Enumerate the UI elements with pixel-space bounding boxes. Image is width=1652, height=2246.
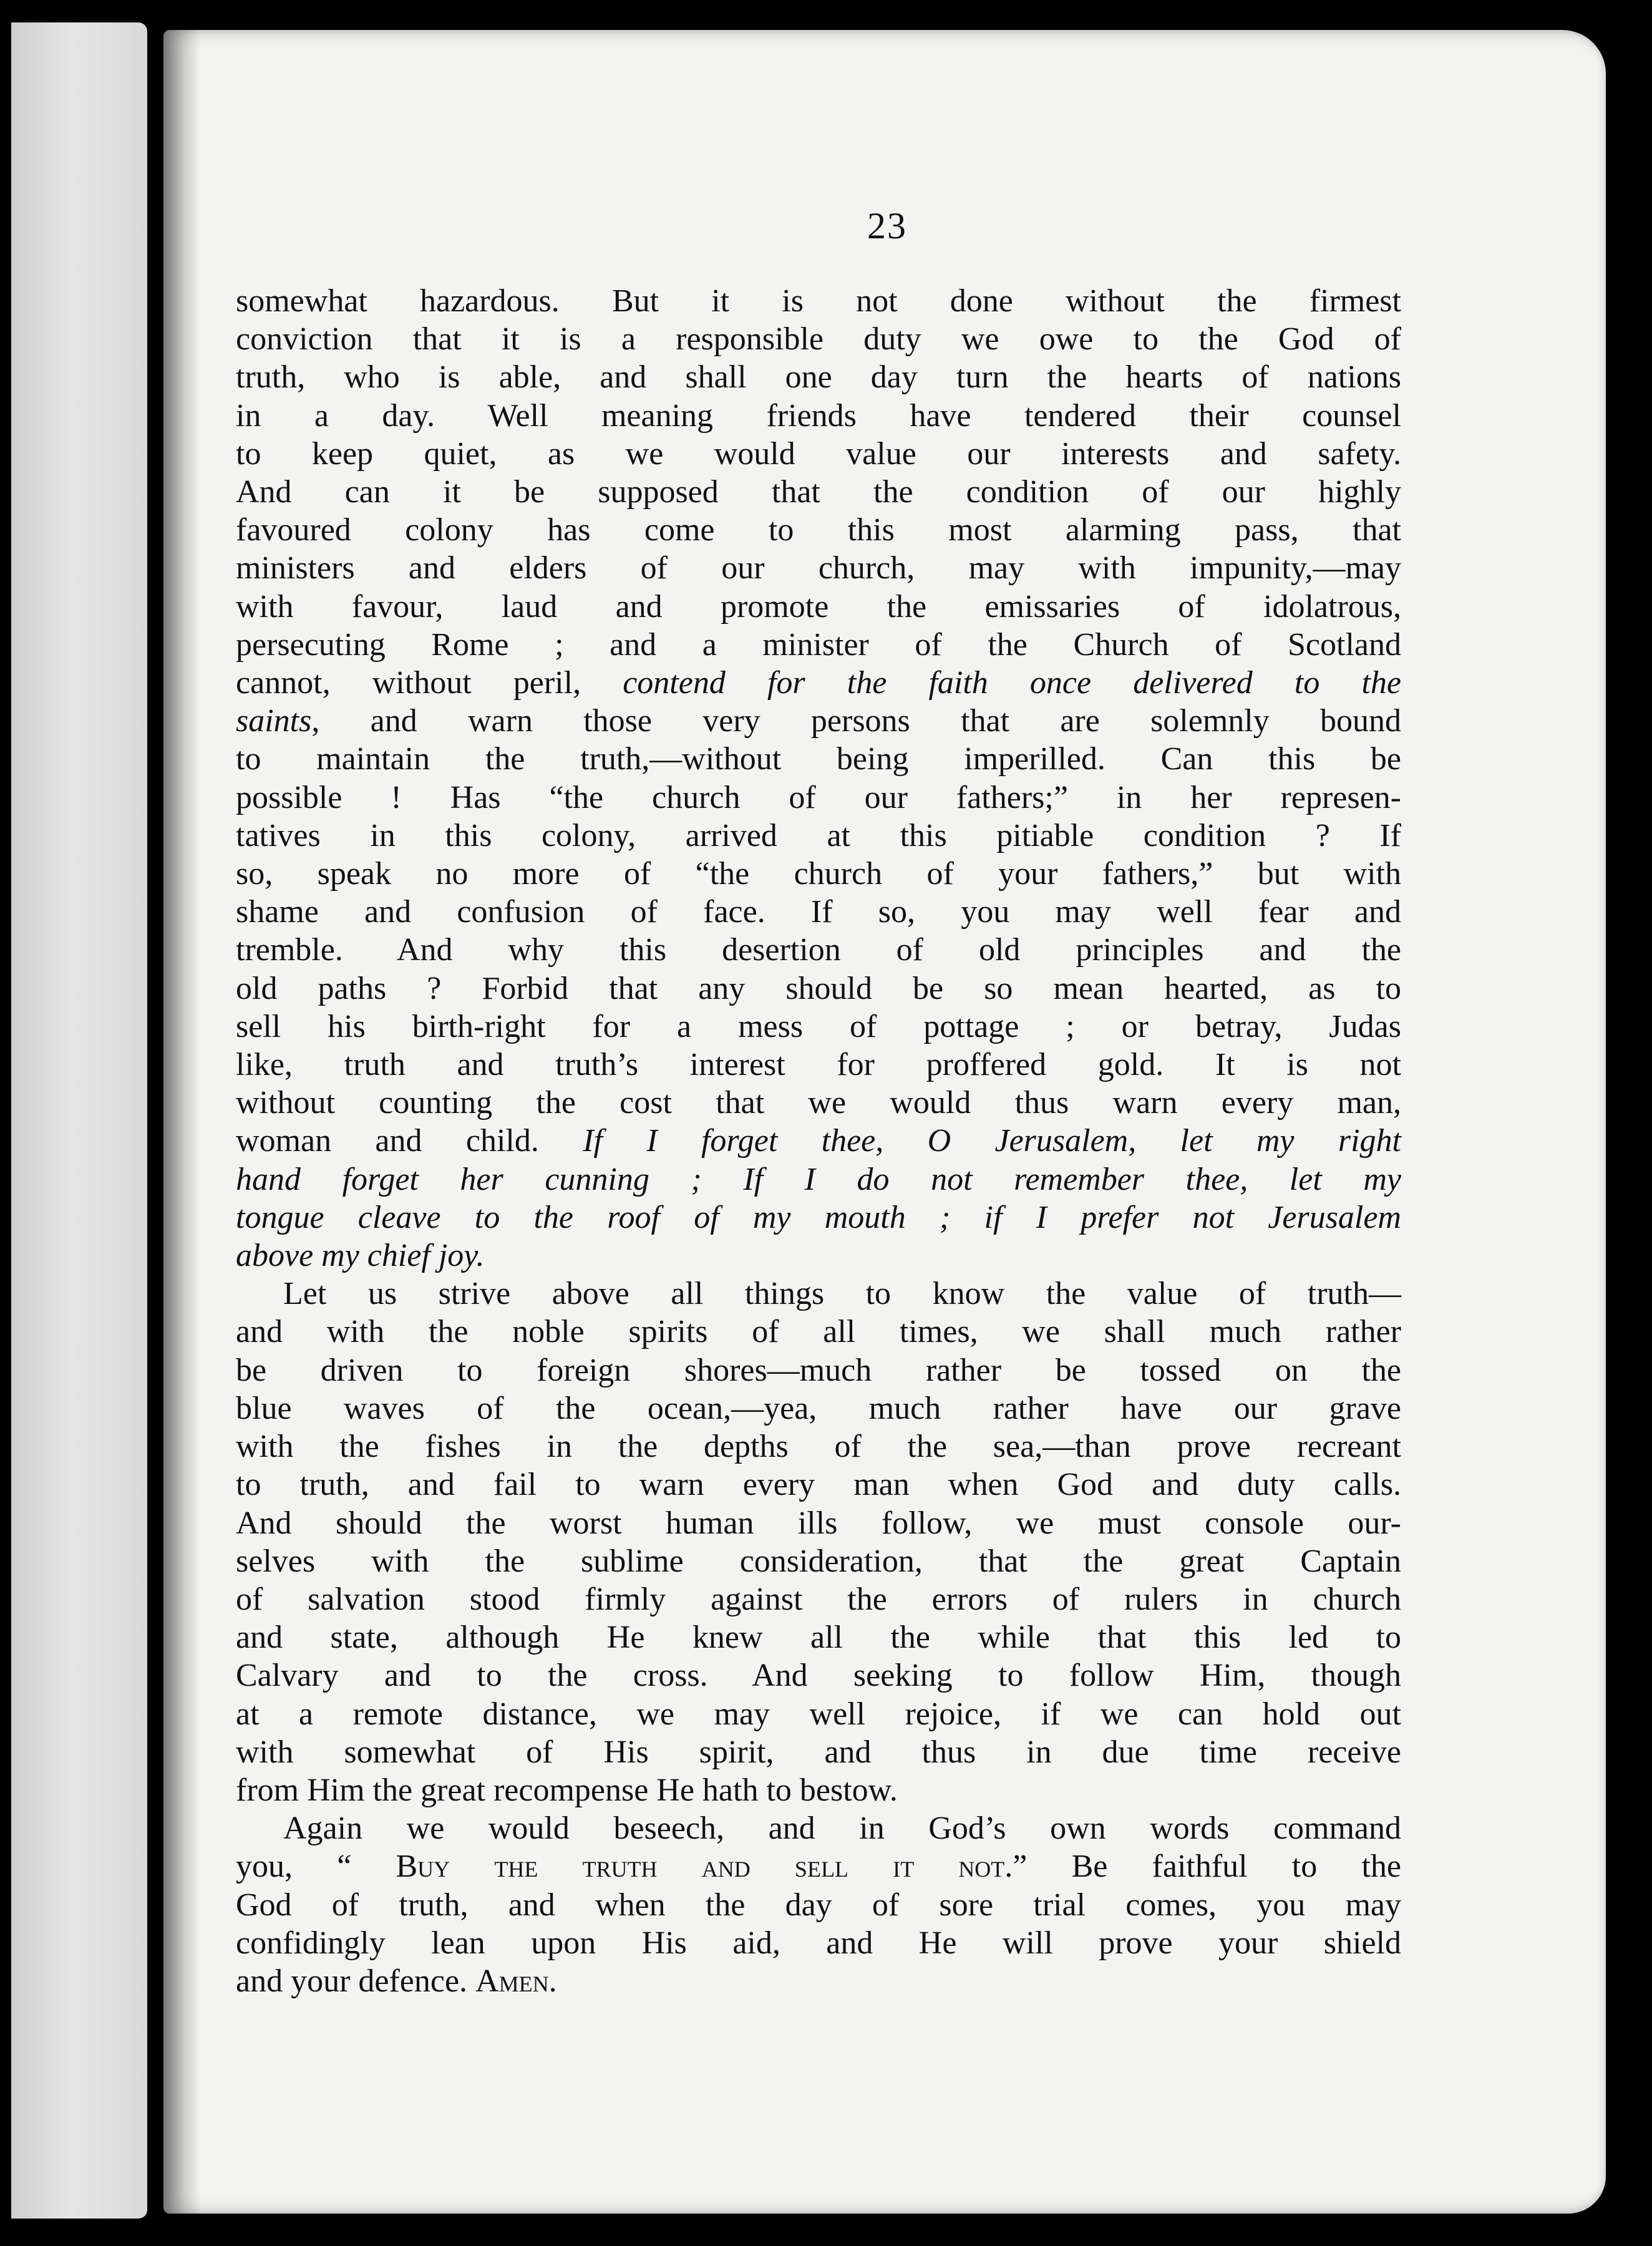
text-run: to keep quiet, as we would value our interests and safety. (236, 435, 1401, 472)
text-line (236, 1695, 1401, 1733)
text-run: and your defence. (236, 1963, 476, 1999)
text-line (236, 1847, 1401, 1885)
text-run: Again we would beseech, and in God’s own words command (283, 1811, 1401, 1847)
text-line (236, 1542, 1401, 1580)
text-line (236, 473, 1401, 511)
text-line (236, 1160, 1401, 1198)
text-line (236, 1771, 1401, 1809)
text-line (236, 855, 1401, 893)
text-run: tremble. And why this desertion of old principles and the (236, 932, 1401, 968)
text-run: Calvary and to the cross. And seeking to follow Him, though (236, 1658, 1401, 1694)
text-line (236, 1924, 1401, 1962)
text-run: And can it be supposed that the condition of our highly (236, 474, 1401, 510)
text-line (236, 1084, 1401, 1122)
text-run: ” Be faithful to the (1013, 1849, 1401, 1885)
text-run: favoured colony has come to this most alarming pass, that (236, 512, 1401, 548)
text-line (236, 893, 1401, 931)
text-line (236, 282, 1401, 320)
text-line (236, 1427, 1401, 1466)
text-run: in a day. Well meaning friends have tendered their counsel (236, 397, 1401, 434)
text-line (236, 435, 1401, 473)
text-line (236, 1275, 1401, 1313)
text-run: so, speak no more of “the church of your fathers,” but with (236, 856, 1401, 892)
text-run: shame and confusion of face. If so, you may well fear and (236, 894, 1401, 930)
text-line (236, 358, 1401, 396)
text-line (236, 1886, 1401, 1924)
text-line (236, 740, 1401, 778)
text-run: with somewhat of His spirit, and thus in due time receive (236, 1734, 1401, 1770)
text-line (236, 511, 1401, 549)
text-line (236, 664, 1401, 702)
italic-text: hand forget her cunning ; If I do not remember thee, let my (236, 1161, 1401, 1197)
text-line (236, 320, 1401, 358)
text-line (236, 1351, 1401, 1389)
text-line (236, 1809, 1401, 1847)
text-line (236, 702, 1401, 740)
smallcaps-text: Buy the truth and sell it not. (396, 1849, 1013, 1885)
text-line (236, 1389, 1401, 1427)
page-number: 23 (867, 205, 907, 246)
paragraph (236, 1275, 1401, 1809)
body-text (236, 282, 1401, 2000)
text-line (236, 1046, 1401, 1084)
text-run: with favour, laud and promote the emissaries of idolatrous, (236, 588, 1401, 625)
text-run: be driven to foreign shores—much rather be tossed on the (236, 1352, 1401, 1388)
text-run: woman and child. (236, 1123, 583, 1159)
text-line (236, 397, 1401, 435)
text-line (236, 626, 1401, 664)
text-line (236, 1198, 1401, 1237)
text-run: Let us strive above all things to know the value of truth— (283, 1276, 1401, 1312)
text-line (236, 1237, 1401, 1275)
text-run: of salvation stood firmly against the errors of rulers in church (236, 1581, 1401, 1617)
text-run: confidingly lean upon His aid, and He will prove your shield (236, 1925, 1401, 1961)
text-run: at a remote distance, we may well rejoice, if we can hold out (236, 1696, 1401, 1732)
italic-text: contend for the faith once delivered to the (623, 665, 1401, 701)
text-run: God of truth, and when the day of sore trial comes, you may (236, 1887, 1401, 1923)
italic-text: If I forget thee, O Jerusalem, let my right (583, 1123, 1401, 1159)
text-line (236, 817, 1401, 855)
text-run: and state, although He knew all the while that this led to (236, 1620, 1401, 1656)
text-line (236, 931, 1401, 969)
text-run: with the fishes in the depths of the sea,—than prove recreant (236, 1429, 1401, 1465)
text-line (236, 1618, 1401, 1656)
text-line (236, 1313, 1401, 1351)
facing-page-edge (11, 22, 147, 2219)
text-run: tatives in this colony, arrived at this pitiable condition ? If (236, 817, 1401, 853)
binding-shadow (163, 30, 201, 2214)
text-run: , and warn those very persons that are solemnly bound (311, 703, 1401, 739)
text-line (236, 1466, 1401, 1504)
text-run: to maintain the truth,—without being imperilled. Can this be (236, 741, 1401, 777)
text-line (236, 1580, 1401, 1618)
text-line (236, 549, 1401, 587)
text-run: possible ! Has “the church of our fathers;” in her represen- (236, 779, 1401, 815)
text-run: somewhat hazardous. But it is not done without the firmest (236, 283, 1401, 319)
text-run: and with the noble spirits of all times, we shall much rather (236, 1314, 1401, 1350)
italic-text: saints (236, 703, 312, 739)
text-run: ministers and elders of our church, may with impunity,—may (236, 550, 1401, 586)
text-run: conviction that it is a responsible duty we owe to the God of (236, 321, 1401, 357)
text-run: without counting the cost that we would thus warn every man, (236, 1085, 1401, 1121)
text-run: And should the worst human ills follow, we must console our- (236, 1505, 1401, 1541)
text-run: to truth, and fail to warn every man when God and duty calls. (236, 1467, 1401, 1503)
text-run: cannot, without peril, (236, 665, 623, 701)
italic-text: tongue cleave to the roof of my mouth ; if I prefer not Jerusalem (236, 1199, 1401, 1235)
paragraph (236, 1809, 1401, 2000)
italic-text: above my chief joy. (236, 1238, 485, 1274)
text-line (236, 1733, 1401, 1771)
text-line (236, 1504, 1401, 1542)
text-run: like, truth and truth’s interest for proffered gold. It is not (236, 1047, 1401, 1083)
text-line (236, 1656, 1401, 1694)
text-run: blue waves of the ocean,—yea, much rather have our grave (236, 1390, 1401, 1426)
text-run: selves with the sublime consideration, that the great Captain (236, 1543, 1401, 1579)
text-run: sell his birth-right for a mess of pottage ; or betray, Judas (236, 1008, 1401, 1044)
text-line (236, 588, 1401, 626)
text-line (236, 779, 1401, 817)
paragraph (236, 282, 1401, 1275)
text-run: old paths ? Forbid that any should be so mean hearted, as to (236, 970, 1401, 1006)
text-run: from Him the great recompense He hath to bestow. (236, 1772, 898, 1808)
text-line (236, 1962, 1401, 2000)
text-run: truth, who is able, and shall one day turn the hearts of nations (236, 359, 1401, 396)
text-line (236, 1008, 1401, 1046)
text-line (236, 970, 1401, 1008)
smallcaps-text: Amen. (475, 1963, 557, 1999)
text-run: persecuting Rome ; and a minister of the Church of Scotland (236, 626, 1401, 663)
text-run: you, “ (236, 1849, 396, 1885)
text-line (236, 1122, 1401, 1160)
